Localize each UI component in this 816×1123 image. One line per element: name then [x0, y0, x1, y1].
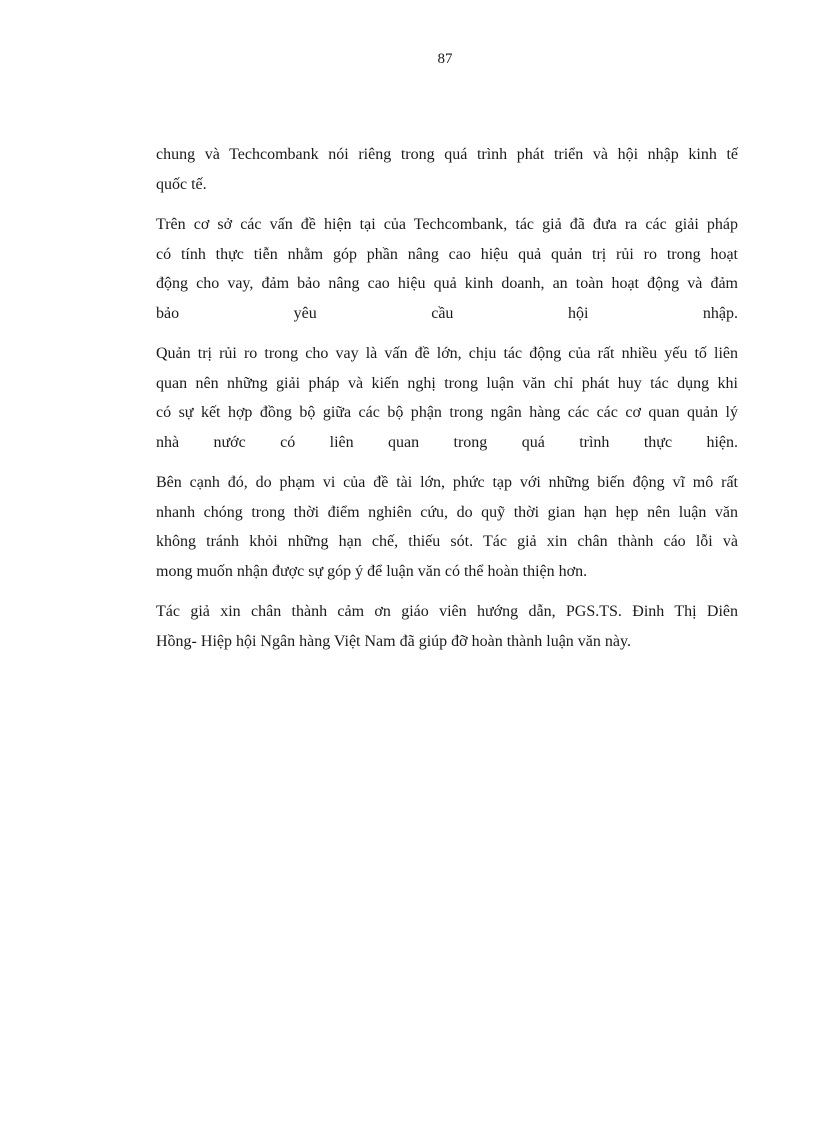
text-line: bảo yêu cầu hội nhập.	[156, 304, 738, 322]
text-line: Hồng- Hiệp hội Ngân hàng Việt Nam đã giúp đỡ hoàn thành luận văn này.	[156, 632, 631, 650]
text-line: có sự kết hợp đồng bộ giữa các bộ phận trong ngân hàng các các cơ quan quản lý	[156, 404, 738, 421]
paragraph-solutions	[156, 210, 738, 328]
text-line: chung và Techcombank nói riêng trong quá trình phát triển và hội nhập kinh tế	[156, 146, 738, 163]
paragraph-limitations	[156, 468, 738, 586]
paragraph-conclusion-intro	[156, 140, 738, 199]
text-line: Tác giả xin chân thành cảm ơn giáo viên hướng dẫn, PGS.TS. Đinh Thị Diên	[156, 603, 738, 620]
text-line: động cho vay, đảm bảo nâng cao hiệu quả kinh doanh, an toàn hoạt động và đảm	[156, 275, 738, 292]
page-number: 87	[437, 51, 453, 67]
text-line: Trên cơ sở các vấn đề hiện tại của Techcombank, tác giả đã đưa ra các giải pháp	[156, 216, 738, 233]
text-line: có tính thực tiễn nhằm góp phần nâng cao hiệu quả quản trị rủi ro trong hoạt	[156, 245, 738, 263]
text-line: mong muốn nhận được sự góp ý để luận văn có thể hoàn thiện hơn.	[156, 562, 588, 580]
text-line: quốc tế.	[156, 175, 207, 193]
text-line: không tránh khỏi những hạn chế, thiếu sót. Tác giả xin chân thành cáo lỗi và	[156, 533, 738, 550]
document-body	[156, 140, 738, 667]
text-line: Bên cạnh đó, do phạm vi của đề tài lớn, phức tạp với những biến động vĩ mô rất	[156, 474, 738, 491]
text-line: nhanh chóng trong thời điểm nghiên cứu, do quỹ thời gian hạn hẹp nên luận văn	[156, 503, 738, 521]
paragraph-acknowledgement	[156, 597, 738, 656]
paragraph-risk-management	[156, 339, 738, 457]
text-line: quan nên những giải pháp và kiến nghị trong luận văn chỉ phát huy tác dụng khi	[156, 374, 738, 392]
text-line: Quản trị rủi ro trong cho vay là vấn đề lớn, chịu tác động của rất nhiều yếu tố liên	[156, 345, 738, 362]
text-line: nhà nước có liên quan trong quá trình thực hiện.	[156, 433, 738, 451]
